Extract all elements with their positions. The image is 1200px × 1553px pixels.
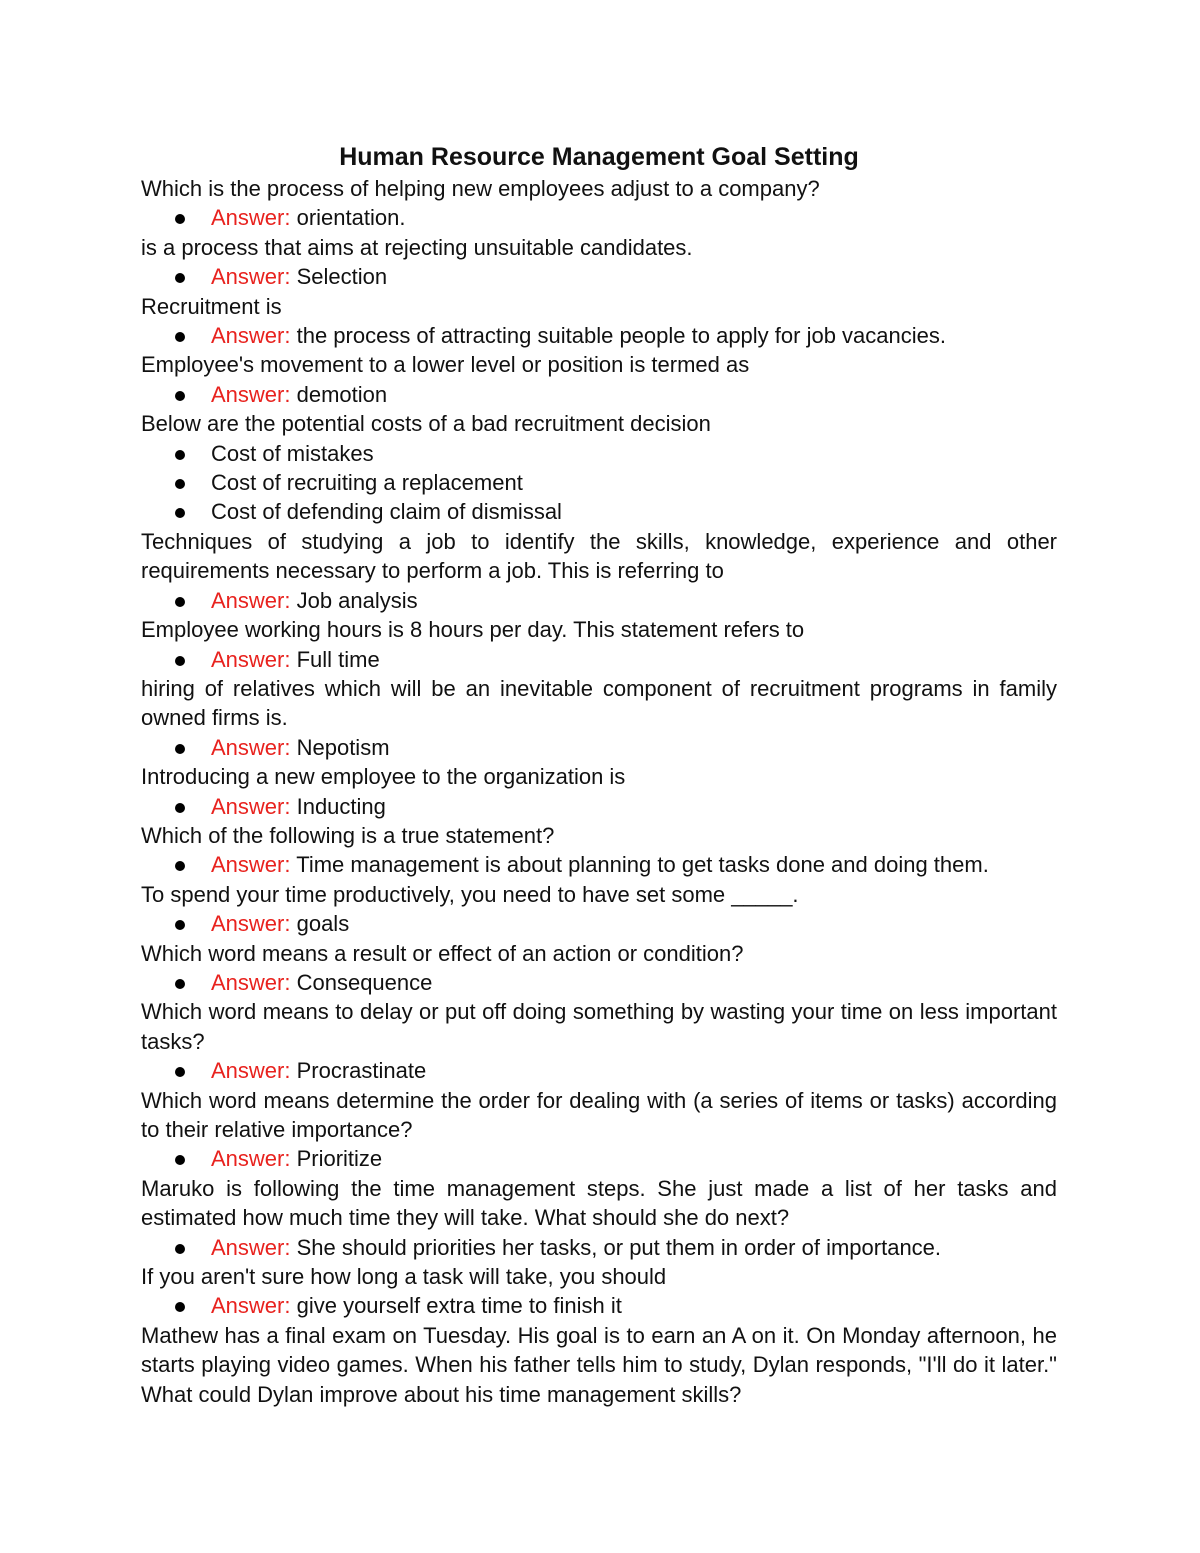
answer-text: Cost of mistakes [211,440,374,466]
answer-item [141,1291,1057,1320]
answer-list [141,380,1057,409]
answer-text: demotion [290,381,388,407]
answer-item [141,850,1057,879]
bullet-icon [175,391,185,401]
qa-block [141,939,1057,998]
bullet-icon [175,803,185,813]
question-text: Employee's movement to a lower level or position is termed as [141,352,750,378]
answer-item [141,262,1057,291]
qa-block [141,762,1057,821]
answer-label: Answer: [211,323,291,349]
answer-item [141,968,1057,997]
answer-item [141,1233,1057,1262]
answer-item [141,468,1057,497]
question-text: Which word means determine the order for dealing with (a series of items or tasks) according to their relative importance? [141,1087,1057,1142]
question-text: Which of the following is a true statement? [141,822,555,848]
qa-block [141,674,1057,762]
answer-list [141,850,1057,879]
qa-block [141,350,1057,409]
qa-block [141,997,1057,1085]
question-list [141,174,1057,1409]
answer-list [141,586,1057,615]
answer-label: Answer: [211,646,291,672]
answer-text: give yourself extra time to finish it [290,1293,622,1319]
answer-list [141,645,1057,674]
answer-text: Time management is about planning to get tasks done and doing them. [290,852,989,878]
answer-label: Answer: [211,381,291,407]
qa-block [141,233,1057,292]
answer-list [141,968,1057,997]
question-text: Which is the process of helping new employees adjust to a company? [141,176,820,201]
question-text: To spend your time productively, you need to have set some _____. [141,881,799,907]
answer-list [141,733,1057,762]
answer-item [141,497,1057,526]
qa-block [141,615,1057,674]
document-page [141,140,1057,1409]
answer-item [141,792,1057,821]
bullet-icon [175,920,185,930]
answer-item [141,1144,1057,1173]
qa-block [141,880,1057,939]
answer-label: Answer: [211,734,291,760]
answer-list [141,262,1057,291]
question-text: Mathew has a final exam on Tuesday. His goal is to earn an A on it. On Monday afternoon, he starts playing video games. When his father tells him to study, Dylan responds, "I'll do it later." What could Dylan improve about his time management skills? [141,1322,1057,1407]
answer-list [141,1291,1057,1320]
answer-label: Answer: [211,793,291,819]
bullet-icon [175,214,185,224]
question-text: Recruitment is [141,293,282,319]
question-text: Introducing a new employee to the organization is [141,764,626,790]
answer-item [141,439,1057,468]
answer-list [141,909,1057,938]
bullet-icon [175,479,185,489]
answer-list [141,203,1057,232]
answer-list [141,321,1057,350]
answer-text: Selection [290,264,388,290]
answer-text: Full time [290,646,380,672]
bullet-icon [175,656,185,666]
question-text: Techniques of studying a job to identify the skills, knowledge, experience and other requirements necessary to perform a job. This is referring to [141,528,1057,584]
answer-item [141,645,1057,674]
answer-list [141,792,1057,821]
answer-label: Answer: [211,969,291,995]
question-text: If you aren't sure how long a task will take, you should [141,1264,667,1290]
answer-label: Answer: [211,587,291,613]
answer-list [141,439,1057,527]
question-text: is a process that aims at rejecting unsuitable candidates. [141,234,693,260]
answer-label: Answer: [211,264,291,290]
answer-label: Answer: [211,1146,291,1172]
qa-block [141,821,1057,880]
question-text: Which word means to delay or put off doing something by wasting your time on less important tasks? [141,999,1057,1054]
answer-text: Procrastinate [290,1058,427,1084]
answer-label: Answer: [211,1234,291,1260]
answer-text: the process of attracting suitable people to apply for job vacancies. [290,323,946,349]
answer-item [141,203,1057,232]
qa-block [141,1174,1057,1262]
qa-block [141,409,1057,527]
question-text: Employee working hours is 8 hours per day. This statement refers to [141,617,805,643]
qa-block [141,174,1057,233]
qa-block [141,1262,1057,1321]
answer-text: Cost of recruiting a replacement [211,470,523,496]
qa-block [141,1086,1057,1174]
question-text: hiring of relatives which will be an inevitable component of recruitment programs in family owned firms is. [141,675,1057,731]
qa-block [141,1321,1057,1409]
bullet-icon [175,1155,185,1165]
bullet-icon [175,332,185,342]
question-text: Maruko is following the time management steps. She just made a list of her tasks and estimated how much time they will take. What should she do next? [141,1175,1057,1231]
answer-label: Answer: [211,911,291,937]
answer-text: Prioritize [290,1146,383,1172]
answer-text: Cost of defending claim of dismissal [211,499,562,525]
answer-list [141,1056,1057,1085]
qa-block [141,527,1057,615]
qa-block [141,292,1057,351]
question-text: Which word means a result or effect of an action or condition? [141,940,744,966]
answer-item [141,586,1057,615]
answer-item [141,380,1057,409]
answer-text: Consequence [290,969,433,995]
bullet-icon [175,1302,185,1312]
answer-item [141,1056,1057,1085]
answer-text: Job analysis [290,587,418,613]
bullet-icon [175,508,185,518]
answer-label: Answer: [211,1058,291,1084]
answer-text: goals [290,911,350,937]
bullet-icon [175,744,185,754]
answer-label: Answer: [211,1293,291,1319]
bullet-icon [175,1067,185,1077]
answer-item [141,909,1057,938]
question-text: Below are the potential costs of a bad recruitment decision [141,411,711,437]
bullet-icon [175,861,185,871]
answer-list [141,1233,1057,1262]
bullet-icon [175,1244,185,1254]
answer-text: Nepotism [290,734,390,760]
bullet-icon [175,273,185,283]
bullet-icon [175,979,185,989]
answer-label: Answer: [211,205,291,231]
answer-item [141,733,1057,762]
bullet-icon [175,597,185,607]
answer-text: Inducting [290,793,386,819]
answer-label: Answer: [211,852,291,878]
answer-text: orientation. [290,205,406,231]
document-title: Human Resource Management Goal Setting [339,143,859,171]
answer-list [141,1144,1057,1173]
answer-item [141,321,1057,350]
bullet-icon [175,450,185,460]
answer-text: She should priorities her tasks, or put them in order of importance. [290,1234,942,1260]
